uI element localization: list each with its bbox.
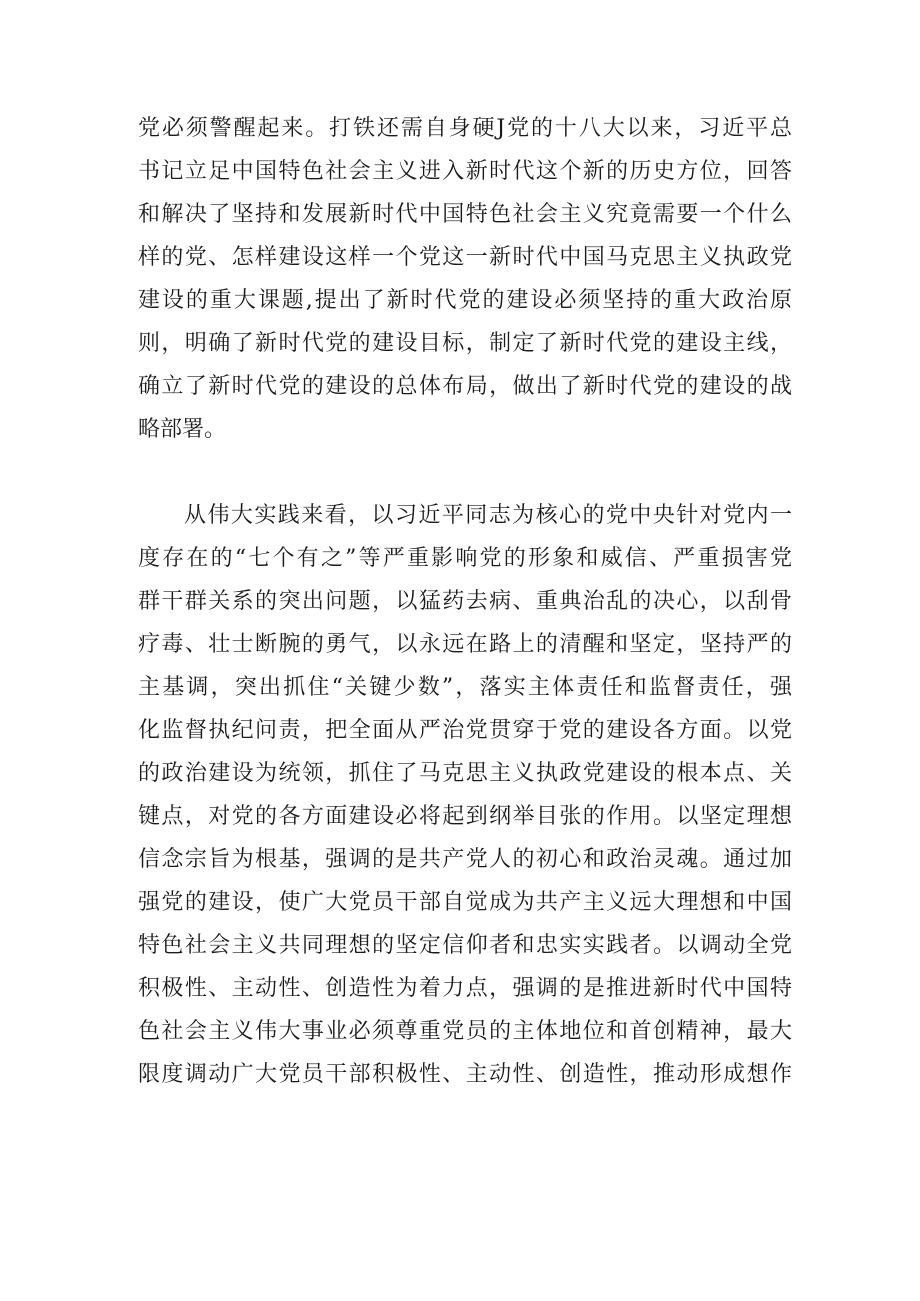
paragraph-line: 党必须警醒起来。打铁还需自身硬J党的十八大以来，习近平总 bbox=[138, 116, 792, 141]
paragraph-line: 特色社会主义共同理想的坚定信仰者和忠实实践者。以调动全党 bbox=[138, 933, 792, 958]
paragraph-line: 主基调，突出抓住“关键少数”，落实主体责任和监督责任，强 bbox=[138, 675, 792, 700]
paragraph-line: 建设的重大课题,提出了新时代党的建设必须坚持的重大政治原 bbox=[138, 288, 792, 313]
paragraph-line: 群干群关系的突出问题，以猛药去病、重典治乱的决心，以刮骨 bbox=[138, 589, 792, 614]
paragraph-line: 色社会主义伟大事业必须尊重党员的主体地位和首创精神，最大 bbox=[138, 1019, 792, 1044]
paragraph-line: 信念宗旨为根基，强调的是共产党人的初心和政治灵魂。通过加 bbox=[138, 847, 792, 872]
paragraph-line: 键点，对党的各方面建设必将起到纲举目张的作用。以坚定理想 bbox=[138, 804, 792, 829]
paragraph-line-first: 从伟大实践来看，以习近平同志为核心的党中央针对党内一 bbox=[184, 503, 792, 528]
paragraph-line: 疗毒、壮士断腕的勇气，以永远在路上的清醒和坚定，坚持严的 bbox=[138, 632, 792, 657]
paragraph-line: 的政治建设为统领，抓住了马克思主义执政党建设的根本点、关 bbox=[138, 761, 792, 786]
paragraph-line: 强党的建设，使广大党员干部自觉成为共产主义远大理想和中国 bbox=[138, 890, 792, 915]
paragraph-line: 限度调动广大党员干部积极性、主动性、创造性，推动形成想作 bbox=[138, 1062, 792, 1087]
paragraph-line: 度存在的“七个有之”等严重影响党的形象和威信、严重损害党 bbox=[138, 546, 792, 571]
paragraph-line: 化监督执纪问责，把全面从严治党贯穿于党的建设各方面。以党 bbox=[138, 718, 792, 743]
paragraph-line: 书记立足中国特色社会主义进入新时代这个新的历史方位，回答 bbox=[138, 159, 792, 184]
paragraph-line: 积极性、主动性、创造性为着力点，强调的是推进新时代中国特 bbox=[138, 976, 792, 1001]
paragraph-line: 样的党、怎样建设这样一个党这一新时代中国马克思主义执政党 bbox=[138, 245, 792, 270]
paragraph-line-last: 略部署。 bbox=[138, 417, 227, 442]
paragraph-line: 则，明确了新时代党的建设目标，制定了新时代党的建设主线， bbox=[138, 331, 792, 356]
paragraph-line: 和解决了坚持和发展新时代中国特色社会主义究竟需要一个什么 bbox=[138, 202, 792, 227]
paragraph-line: 确立了新时代党的建设的总体布局，做出了新时代党的建设的战 bbox=[138, 374, 792, 399]
